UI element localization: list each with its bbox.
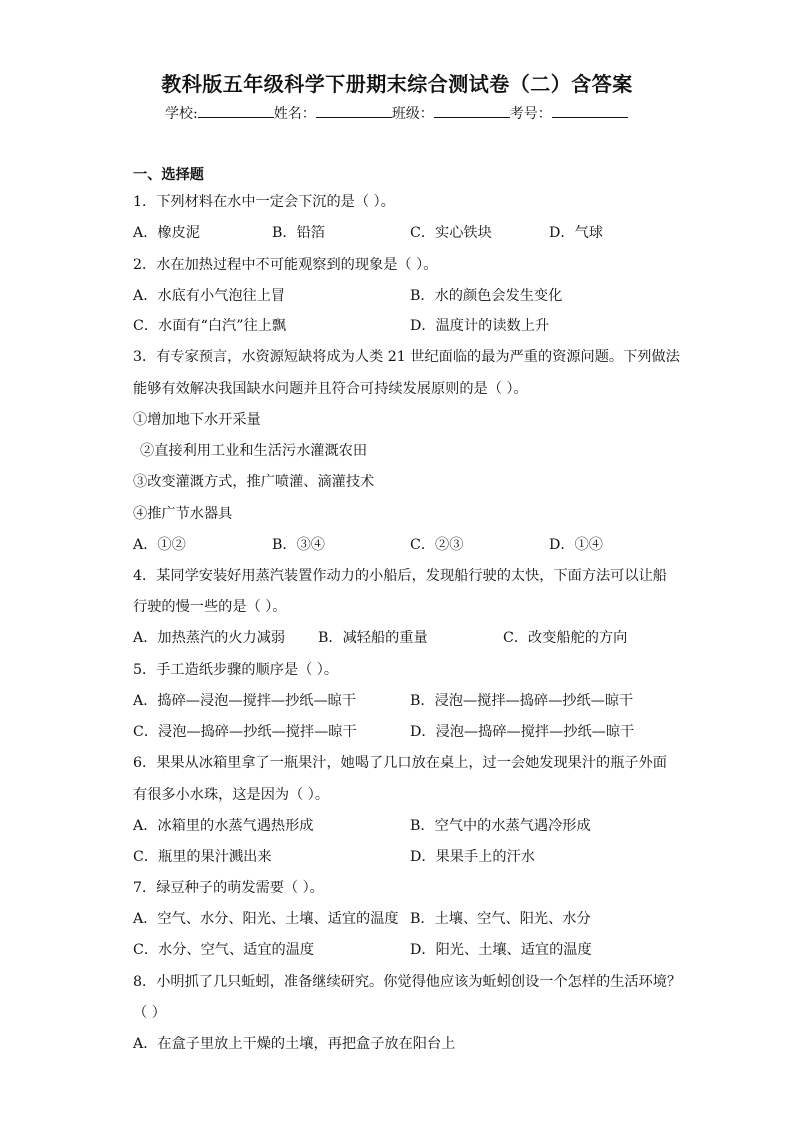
q7-option-c[interactable]: C．水分、空气、适宜的温度 [133,942,315,958]
q2-option-b[interactable]: B．水的颜色会发生变化 [410,288,563,304]
question-7-stem: 7．绿豆种子的萌发需要（ ）。 [133,880,324,896]
question-3-stem-line2: 能够有效解决我国缺水问题并且符合可持续发展原则的是（ ）。 [133,381,528,397]
q3-option-a[interactable]: A．①② [133,537,186,553]
question-8-stem-line2: （ ） [133,1005,166,1021]
name-blank[interactable] [316,103,392,118]
q3-item-3: ③改变灌溉方式，推广喷灌、滴灌技术 [133,474,375,490]
q6-option-d[interactable]: D．果果手上的汗水 [410,849,535,865]
q2-option-a[interactable]: A．水底有小气泡往上冒 [133,288,286,304]
q2-option-c[interactable]: C．水面有“白汽”往上飘 [133,318,287,334]
q8-option-a[interactable]: A．在盒子里放上干燥的土壤，再把盒子放在阳台上 [133,1036,456,1052]
q7-option-a[interactable]: A．空气、水分、阳光、土壤、适宜的温度 [133,911,399,927]
school-label: 学校: [165,106,198,122]
q4-option-a[interactable]: A．加热蒸汽的火力减弱 [133,630,286,646]
q3-item-1: ①增加地下水开采量 [133,412,261,428]
question-3-stem-line1: 3．有专家预言，水资源短缺将成为人类 21 世纪面临的最为严重的资源问题。下列做法 [133,349,680,365]
question-6-stem-line1: 6．果果从冰箱里拿了一瓶果汁，她喝了几口放在桌上，过一会她发现果汁的瓶子外面 [133,755,667,771]
q6-option-b[interactable]: B．空气中的水蒸气遇冷形成 [410,818,591,834]
q4-option-c[interactable]: C．改变船舵的方向 [503,630,628,646]
q3-option-b[interactable]: B．③④ [272,537,325,553]
q5-option-a[interactable]: A．捣碎—浸泡—搅拌—抄纸—晾干 [133,693,357,709]
question-5-stem: 5．手工造纸步骤的顺序是（ ）。 [133,662,339,678]
q4-option-b[interactable]: B．减轻船的重量 [318,630,428,646]
student-info-line [165,103,628,123]
section-heading: 一、选择题 [133,167,204,183]
question-1-stem: 1．下列材料在水中一定会下沉的是（ ）。 [133,194,395,210]
q5-option-c[interactable]: C．浸泡—捣碎—抄纸—搅拌—晾干 [133,724,357,740]
class-label: 班级： [391,106,434,122]
q1-option-d[interactable]: D．气球 [549,225,603,241]
q7-option-d[interactable]: D．阳光、土壤、适宜的温度 [410,942,592,958]
q3-option-c[interactable]: C．②③ [410,537,464,553]
page-title: 教科版五年级科学下册期末综合测试卷（二）含答案 [161,72,633,96]
question-8-stem-line1: 8．小明抓了几只蚯蚓，准备继续研究。你觉得他应该为蚯蚓创设一个怎样的生活环境？ [133,974,682,990]
q5-option-b[interactable]: B．浸泡—搅拌—捣碎—抄纸—晾干 [410,693,634,709]
q3-item-2: ②直接利用工业和生活污水灌溉农田 [140,443,368,459]
q7-option-b[interactable]: B．土壤、空气、阳光、水分 [410,911,591,927]
q1-option-b[interactable]: B．铅箔 [272,225,325,241]
name-label: 姓名： [273,106,316,122]
question-2-stem: 2．水在加热过程中不可能观察到的现象是（ ）。 [133,257,438,273]
exam-no-label: 考号： [509,106,552,122]
q6-option-c[interactable]: C．瓶里的果汁溅出来 [133,849,272,865]
question-4-stem-line1: 4．某同学安装好用蒸汽装置作动力的小船后，发现船行驶的太快，下面方法可以让船 [133,568,667,584]
q3-item-4: ④推广节水器具 [133,506,233,522]
q1-option-c[interactable]: C．实心铁块 [410,225,492,241]
school-blank[interactable] [198,103,274,118]
exam-no-blank[interactable] [552,103,628,118]
q1-option-a[interactable]: A．橡皮泥 [133,225,200,241]
q2-option-d[interactable]: D．温度计的读数上升 [410,318,550,334]
question-4-stem-line2: 行驶的慢一些的是（ ）。 [133,599,287,615]
class-blank[interactable] [434,103,510,118]
q5-option-d[interactable]: D．浸泡—捣碎—搅拌—抄纸—晾干 [410,724,635,740]
q3-option-d[interactable]: D．①④ [549,537,603,553]
question-6-stem-line2: 有很多小水珠，这是因为（ ）。 [133,787,330,803]
q6-option-a[interactable]: A．冰箱里的水蒸气遇热形成 [133,818,314,834]
